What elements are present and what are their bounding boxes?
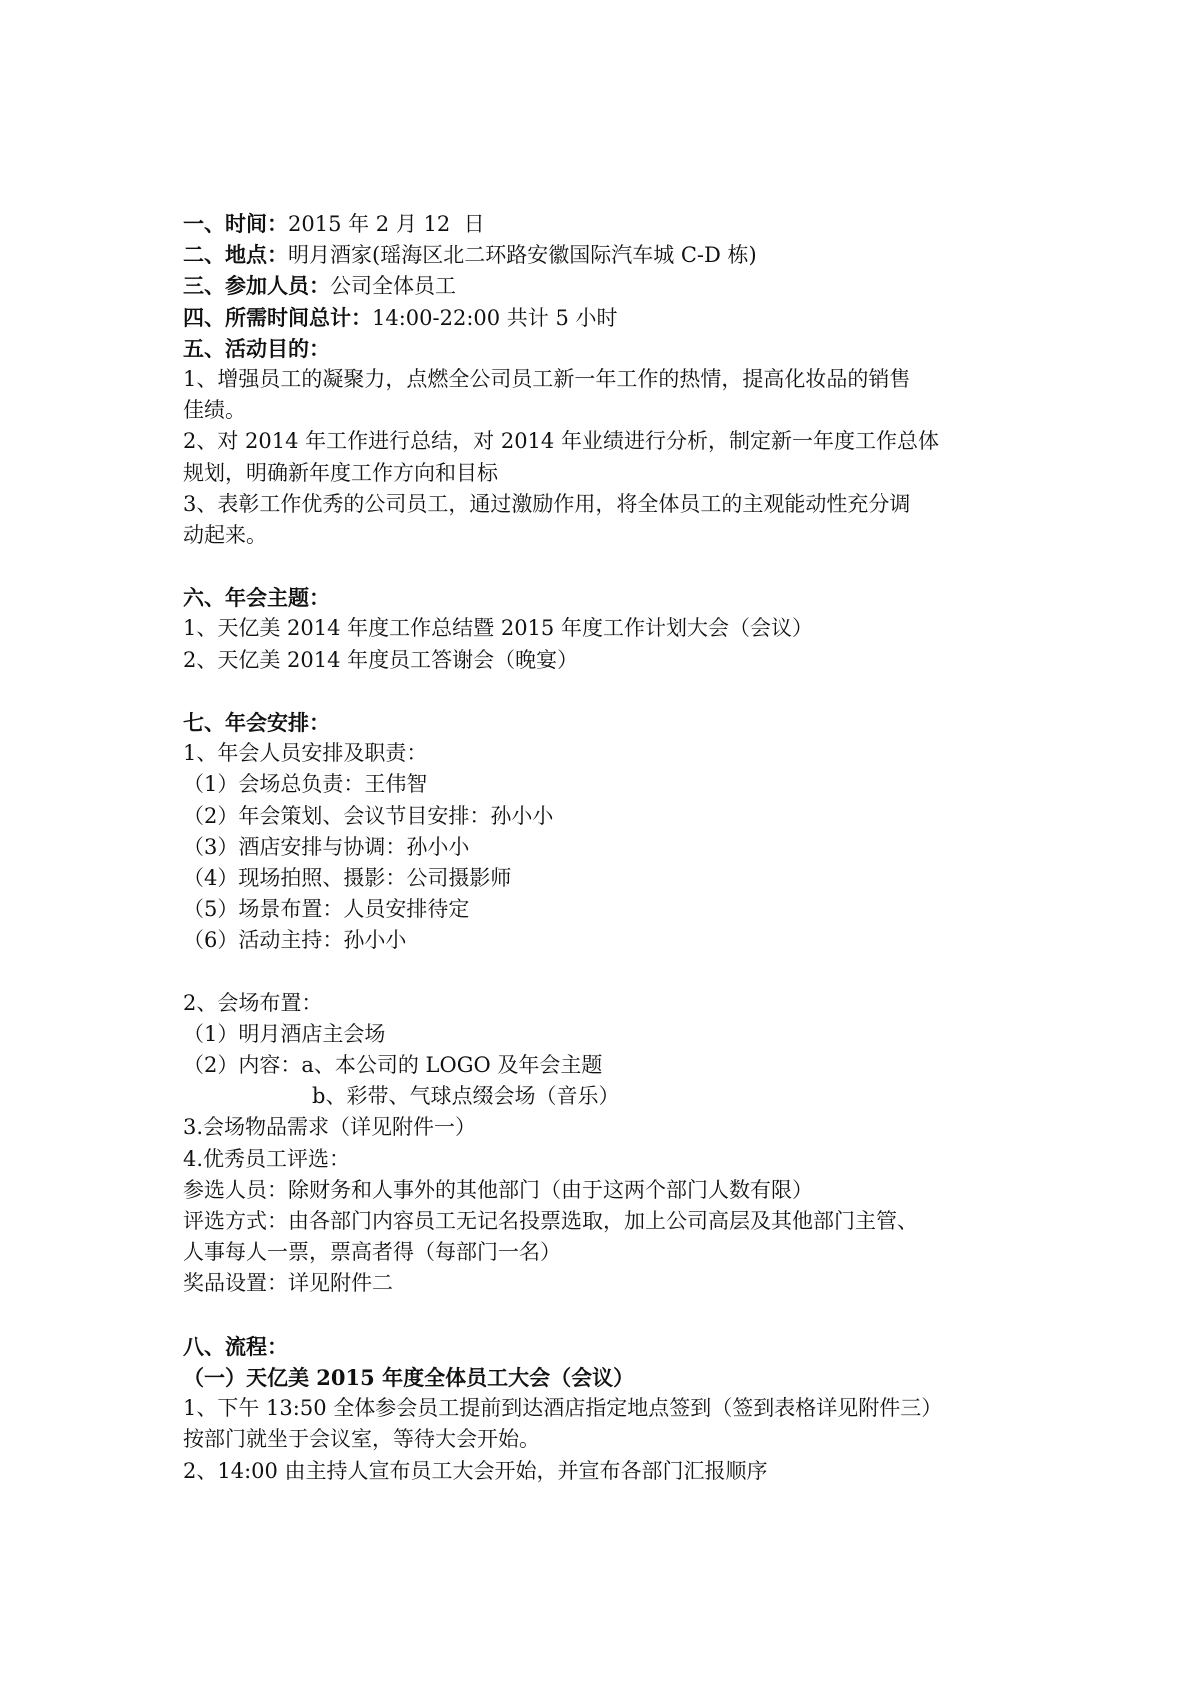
staff-item: （2）年会策划、会议节目安排：孙小小 [183,803,554,828]
process-line: 按部门就坐于会议室，等待大会开始。 [183,1427,540,1452]
section-value: 2015 年 2 月 12 日 [288,212,485,236]
items-line: 3.会场物品需求（详见附件一） [183,1115,477,1140]
purpose-line: 2、对 2014 年工作进行总结，对 2014 年业绩进行分析，制定新一年度工作总体 [183,429,939,454]
time-line [183,208,1063,239]
award-line: 奖品设置：详见附件二 [183,1271,393,1296]
location-line [183,239,1063,270]
purpose-line: 佳绩。 [183,398,246,423]
venue-item: b、彩带、气球点缀会场（音乐） [312,1084,620,1109]
award-line: 评选方式：由各部门内容员工无记名投票选取，加上公司高层及其他部门主管、 [183,1209,918,1233]
document-page [183,208,1063,1487]
section-value: 14:00-22:00 共计 5 小时 [372,305,618,330]
section-heading: 四、所需时间总计： [183,304,372,330]
staff-item: （5）场景布置：人员安排待定 [183,897,470,922]
purpose-line: 1、增强员工的凝聚力，点燃全公司员工新一年工作的热情，提高化妆品的销售 [183,366,911,391]
theme-heading: 六、年会主题： [183,585,330,611]
theme-line: 2、天亿美 2014 年度员工答谢会（晚宴） [183,647,579,672]
purpose-line: 动起来。 [183,522,267,547]
section-heading: 三、参加人员： [183,273,330,299]
purpose-line: 3、表彰工作优秀的公司员工，通过激励作用，将全体员工的主观能动性充分调 [183,491,911,516]
award-line: 参选人员：除财务和人事外的其他部门（由于这两个部门人数有限） [183,1177,813,1202]
process-subheading: （一）天亿美 2015 年度全体员工大会（会议） [183,1364,635,1390]
staff-item: （6）活动主持：孙小小 [183,928,407,953]
section-heading: 二、地点： [183,242,288,268]
spacer [183,957,1063,988]
venue-title: 2、会场布置： [183,990,323,1015]
venue-item: （1）明月酒店主会场 [183,1021,386,1046]
spacer [183,1300,1063,1331]
process-heading: 八、流程： [183,1333,288,1359]
process-line: 2、14:00 由主持人宣布员工大会开始，并宣布各部门汇报顺序 [183,1458,768,1483]
section-value: 明月酒家(瑶海区北二环路安徽国际汽车城 C-D 栋) [288,243,757,268]
award-title: 4.优秀员工评选： [183,1146,351,1171]
purpose-heading: 五、活动目的： [183,335,330,361]
section-value: 公司全体员工 [330,274,456,299]
theme-line: 1、天亿美 2014 年度工作总结暨 2015 年度工作计划大会（会议） [183,616,813,641]
award-line: 人事每人一票，票高者得（每部门一名） [183,1240,561,1265]
spacer [183,676,1063,707]
staff-item: （4）现场拍照、摄影：公司摄影师 [183,865,512,890]
duration-line [183,302,1063,333]
staff-item: （1）会场总负责：王伟智 [183,772,428,797]
spacer [183,551,1063,582]
staff-item: （3）酒店安排与协调：孙小小 [183,834,470,859]
purpose-line: 规划，明确新年度工作方向和目标 [183,460,498,485]
process-line: 1、下午 13:50 全体参会员工提前到达酒店指定地点签到（签到表格详见附件三） [183,1396,943,1421]
staff-title: 1、年会人员安排及职责： [183,741,428,766]
participants-line [183,270,1063,301]
arrangement-heading: 七、年会安排： [183,710,330,735]
venue-item: （2）内容：a、本公司的 LOGO 及年会主题 [183,1053,603,1078]
section-heading: 一、时间： [183,211,288,236]
